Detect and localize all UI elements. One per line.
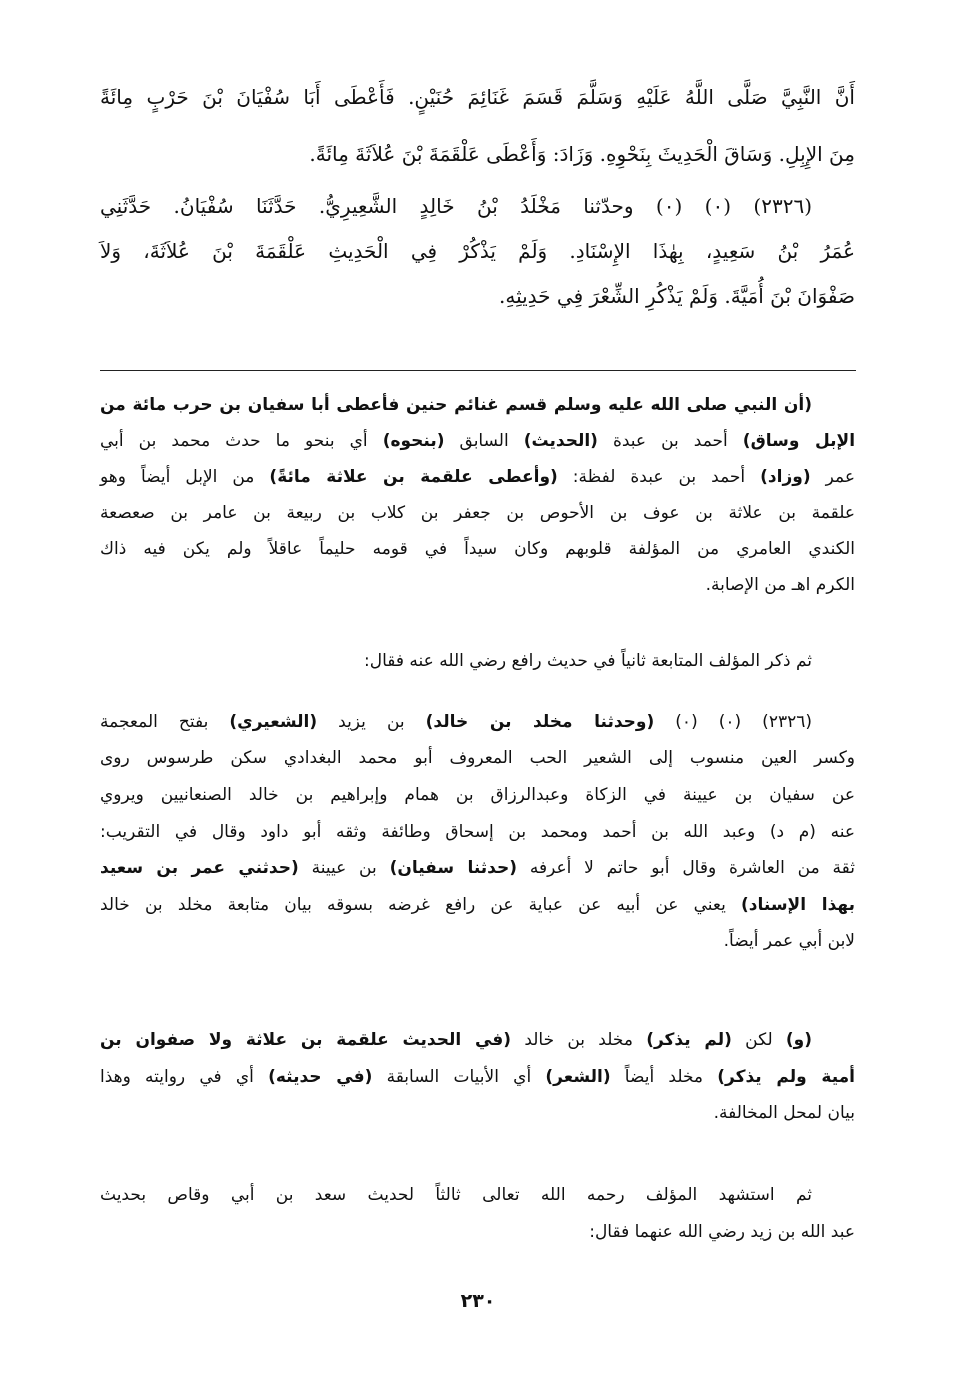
text-line <box>100 1020 812 1060</box>
text-segment: لابن أبي عمر أيضاً. <box>723 931 855 951</box>
text-segment: لكن <box>731 1030 786 1050</box>
quoted-text: (أن النبي صلى الله عليه وسلم قسم غنائم حنين فأعطى أبا سفيان بن حرب مائة من <box>100 395 812 415</box>
quoted-text: أمية ولم يذكر) <box>717 1067 855 1087</box>
quoted-text: (الشعر) <box>545 1067 611 1087</box>
text-line <box>100 565 855 605</box>
text-segment: بيان لمحل المخالفة. <box>713 1103 855 1123</box>
text-line <box>100 1057 855 1097</box>
quoted-text: (الحديث) <box>523 431 598 451</box>
quoted-text: الإبل وساق) <box>742 431 856 451</box>
text-segment: بفتح المعجمة <box>100 712 230 732</box>
text-segment: أي بنحو ما حدث محمد بن أبي <box>100 431 383 451</box>
text-line <box>100 641 812 681</box>
text-segment: الكرم اهـ من الإصابة. <box>705 575 855 595</box>
text-segment: الكندي العامري من المؤلفة قلوبهم وكان سيداً في قومه حليماً عاقلاً ولم يكن فيه ذاك <box>100 539 855 559</box>
text-segment: أي الأبيات السابقة <box>372 1067 546 1087</box>
text-segment: (٢٣٢٦) (٠) (٠) وحدّثنا مَخْلَدُ بْنُ خَالِدٍ الشَّعِيرِيُّ. حَدَّثَنَا سُفْيَانُ. حَدَّثَنِي <box>100 194 812 218</box>
text-line <box>100 775 855 815</box>
text-segment: علقمة بن علاثة بن عوف بن الأحوص بن جعفر بن كلاب بن ربيعة بن عامر بن صعصعة <box>100 503 855 523</box>
text-segment: بن يزيد <box>317 712 426 732</box>
text-line <box>100 702 812 742</box>
text-line <box>100 231 855 271</box>
text-line <box>100 1175 812 1215</box>
text-line <box>100 457 855 497</box>
quoted-text: (وزاد) <box>760 467 811 487</box>
text-segment: عنه (م د) وعبد الله بن أحمد ومحمد بن إسحاق وطائفة وثقه أبو داود وقال في التقريب: <box>100 822 855 842</box>
quoted-text: (لم يذكر) <box>646 1030 732 1050</box>
text-segment: عمر <box>810 467 855 487</box>
text-segment: وكسر العين منسوب إلى الشعير الحب المعروف أبو محمد البغدادي سكن طرسوس روى <box>100 748 855 768</box>
text-segment: بن عيينة <box>298 858 390 878</box>
text-segment: عبد الله بن زيد رضي الله عنهما فقال: <box>589 1222 855 1242</box>
text-segment: ثم ذكر المؤلف المتابعة ثانياً في حديث رافع رضي الله عنه فقال: <box>364 651 812 671</box>
text-segment: ثقة من العاشرة وقال أبو حاتم لا أعرفه <box>517 858 855 878</box>
quoted-text: (في الحديث علقمة بن علاثة ولا صفوان بن <box>100 1030 512 1050</box>
text-line <box>100 421 855 461</box>
text-line <box>100 186 812 226</box>
text-line <box>100 1093 855 1133</box>
text-segment: عن سفيان بن عيينة في الزكاة وعبدالرزاق بن همام وإبراهيم بن خالد الصنعانيين ويروي <box>100 785 855 805</box>
quoted-text: (حدثني عمر بن سعيد <box>100 858 299 878</box>
quoted-text: (بنحوه) <box>382 431 445 451</box>
text-line <box>100 77 855 117</box>
text-segment: أي في روايته وهذا <box>100 1067 269 1087</box>
text-segment: ثم استشهد المؤلف رحمه الله تعالى ثالثاً لحديث سعد بن أبي وقاص بحديث <box>100 1185 812 1205</box>
text-segment: صَفْوَانَ بْنَ أُمَيَّةَ. وَلَمْ يَذْكُرِ الشِّعْرَ فِي حَدِيثِهِ. <box>499 284 855 308</box>
text-segment: مِنَ الإِبِلِ. وَسَاقَ الْحَدِيثَ بِنَحْوِهِ. وَزَادَ: وَأَعْطَى عَلْقَمَةَ بْنَ عُلاَثَةَ مِائَةً. <box>309 142 855 166</box>
text-line <box>100 848 855 888</box>
text-line <box>100 385 812 425</box>
text-segment: أحمد بن عبدة <box>597 431 743 451</box>
page-number: ٢٣٠ <box>460 1290 496 1312</box>
text-segment: أَنَّ النَّبِيَّ صَلَّى اللَّهُ عَلَيْهِ وَسَلَّمَ قَسَمَ غَنَائِمَ حُنَيْنٍ. فَأَعْطَى أَبَا سُفْيَانَ بْنَ حَرْبٍ مِائَةً <box>100 85 855 109</box>
footnote-separator <box>100 370 856 371</box>
text-line <box>100 738 855 778</box>
text-line <box>100 885 855 925</box>
quoted-text: (حدثنا سفيان) <box>389 858 518 878</box>
quoted-text: (الشعيري) <box>229 712 318 732</box>
text-segment: مخلد أيضاً <box>610 1067 718 1087</box>
text-segment: مخلد بن خالد <box>511 1030 647 1050</box>
text-line <box>100 529 855 569</box>
quoted-text: (و) <box>785 1030 812 1050</box>
text-line <box>100 1212 855 1252</box>
text-line <box>100 493 855 533</box>
text-segment: من الإبل أيضاً وهو <box>100 467 270 487</box>
text-segment: عُمَرُ بْنُ سَعِيدٍ، بِهٰذَا الإِسْنَادِ. وَلَمْ يَذْكُرْ فِي الْحَدِيثِ عَلْقَمَةَ بْنَ عُلاَثَةَ، وَلاَ <box>100 239 855 263</box>
text-segment: السابق <box>444 431 524 451</box>
quoted-text: (وأعطى علقمة بن علاثة مائةً) <box>269 467 558 487</box>
text-line <box>100 921 855 961</box>
text-segment: يعني عن أبيه عن عباية عن رافع غرضه بسوقه بيان متابعة مخلد بن خالد <box>100 895 742 915</box>
quoted-text: (في حديثه) <box>268 1067 373 1087</box>
quoted-text: بهذا الإسناد) <box>741 895 855 915</box>
quoted-text: (وحدثنا مخلد بن خالد) <box>425 712 655 732</box>
text-segment: (٢٣٢٦) (٠) (٠) <box>654 712 812 732</box>
text-line <box>100 276 855 316</box>
text-line <box>100 134 855 174</box>
text-segment: أحمد بن عبدة لفظة: <box>557 467 761 487</box>
text-line <box>100 812 855 852</box>
